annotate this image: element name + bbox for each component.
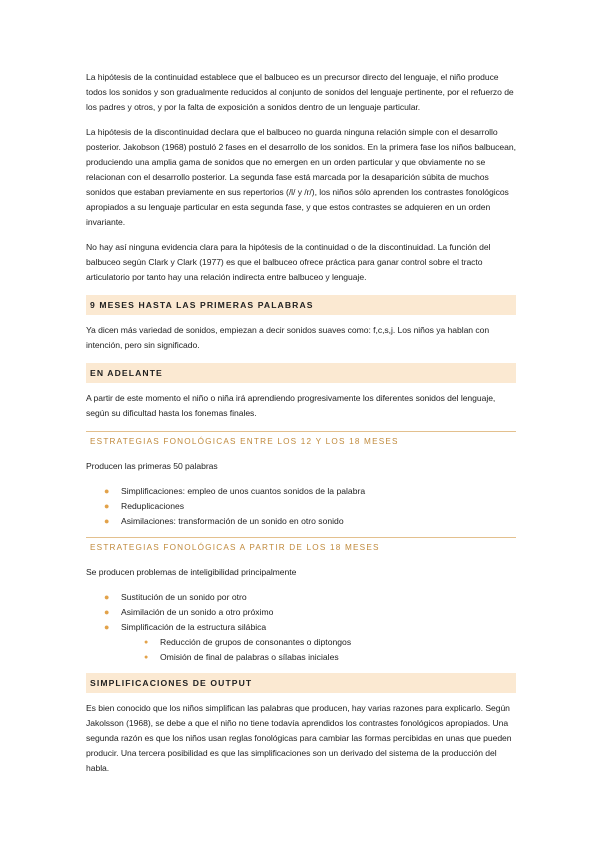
list-item: ● Simplificaciones: empleo de unos cuantos sonidos de la palabra bbox=[86, 484, 516, 499]
bullet-dot-icon: ● bbox=[104, 607, 110, 617]
bullet-dot-icon: ● bbox=[104, 501, 110, 511]
paragraph-9-meses: Ya dicen más variedad de sonidos, empiezan a decir sonidos suaves como: f,c,s,j. Los niños ya hablan con intención, pero sin significado. bbox=[86, 325, 490, 350]
list-12-18-meses bbox=[86, 484, 516, 529]
paragraph-discontinuidad: La hipótesis de la discontinuidad declara que el balbuceo no guarda ninguna relación simple con el desarrollo posterior. Jakobson (1968) postuló 2 fases en el desarrollo de los sonidos. En la primera fase los niños balbucean, produciendo una amplia gama de sonidos que no emergen en un orden particular y que obviamente no se relacionan con el desarrollo posterior. La segunda fase está marcada por la desaparición súbita de muchos sonidos que estaban previamente en sus repertorios (/l/ y /r/), los niños sólo aprenden los contrastes fonológicos apropiados a su lenguaje particular en esta segunda fase, y que estos contrastes se adquieren en un orden invariante. bbox=[86, 127, 516, 227]
section-heading-en-adelante: EN ADELANTE bbox=[86, 363, 516, 383]
bullet-dot-icon: ● bbox=[104, 622, 110, 632]
list-18-meses bbox=[86, 590, 516, 635]
paragraph-output: Es bien conocido que los niños simplifican las palabras que producen, hay varias razones para explicarlo. Según Jakolsson (1968), se debe a que el niño no tiene todavía aprendidos los contrastes fonológicos apropiados. Una segunda razón es que los niños usan reglas fonológicas para cambiar las formas percibidas en unas que pueden producir. Una tercera posibilidad es que las simplificaciones son un derivado del sistema de la producción del habla. bbox=[86, 703, 512, 773]
paragraph-continuidad: La hipótesis de la continuidad establece que el balbuceo es un precursor directo del lenguaje, el niño produce todos los sonidos y son gradualmente reducidos al conjunto de sonidos del lenguaje pertinente, por el refuerzo de los padres y otros, y por la falta de exposición a sonidos dentro de un lenguaje particular. bbox=[86, 72, 514, 112]
bullet-dot-icon: ● bbox=[104, 486, 110, 496]
list-item: ● Asimilaciones: transformación de un sonido en otro sonido bbox=[86, 514, 516, 529]
list-item: ● Asimilación de un sonido a otro próximo bbox=[86, 605, 516, 620]
section-heading-output: SIMPLIFICACIONES DE OUTPUT bbox=[86, 673, 516, 693]
section-heading-9-meses: 9 MESES HASTA LAS PRIMERAS PALABRAS bbox=[86, 295, 516, 315]
paragraph-12-18-intro: Producen las primeras 50 palabras bbox=[86, 461, 218, 471]
bullet-dot-icon: ● bbox=[144, 639, 149, 646]
paragraph-18-intro: Se producen problemas de inteligibilidad principalmente bbox=[86, 567, 297, 577]
section-heading-18-meses: ESTRATEGIAS FONOLÓGICAS A PARTIR DE LOS 18 MESES bbox=[86, 537, 516, 555]
paragraph-en-adelante: A partir de este momento el niño o niña irá aprendiendo progresivamente los diferentes sonidos del lenguaje, según su dificultad hasta los fonemas finales. bbox=[86, 393, 496, 418]
document-page bbox=[86, 70, 516, 786]
list-item: ● Simplificación de la estructura silábica bbox=[86, 620, 516, 635]
list-item: ● Reducción de grupos de consonantes o diptongos bbox=[86, 635, 516, 650]
section-heading-12-18-meses: ESTRATEGIAS FONOLÓGICAS ENTRE LOS 12 Y LOS 18 MESES bbox=[86, 431, 516, 449]
bullet-dot-icon: ● bbox=[144, 654, 149, 661]
bullet-dot-icon: ● bbox=[104, 516, 110, 526]
bullet-dot-icon: ● bbox=[104, 592, 110, 602]
list-item: ● Reduplicaciones bbox=[86, 499, 516, 514]
sublist-estructura-silabica bbox=[86, 635, 516, 665]
list-item: ● Omisión de final de palabras o sílabas iniciales bbox=[86, 650, 516, 665]
paragraph-evidencia: No hay así ninguna evidencia clara para la hipótesis de la continuidad o de la discontinuidad. La función del balbuceo según Clark y Clark (1977) es que el balbuceo ofrece práctica para ganar control sobre el tracto articulatorio por tanto hay una relación indirecta entre balbuceo y lenguaje. bbox=[86, 242, 491, 282]
list-item: ● Sustitución de un sonido por otro bbox=[86, 590, 516, 605]
